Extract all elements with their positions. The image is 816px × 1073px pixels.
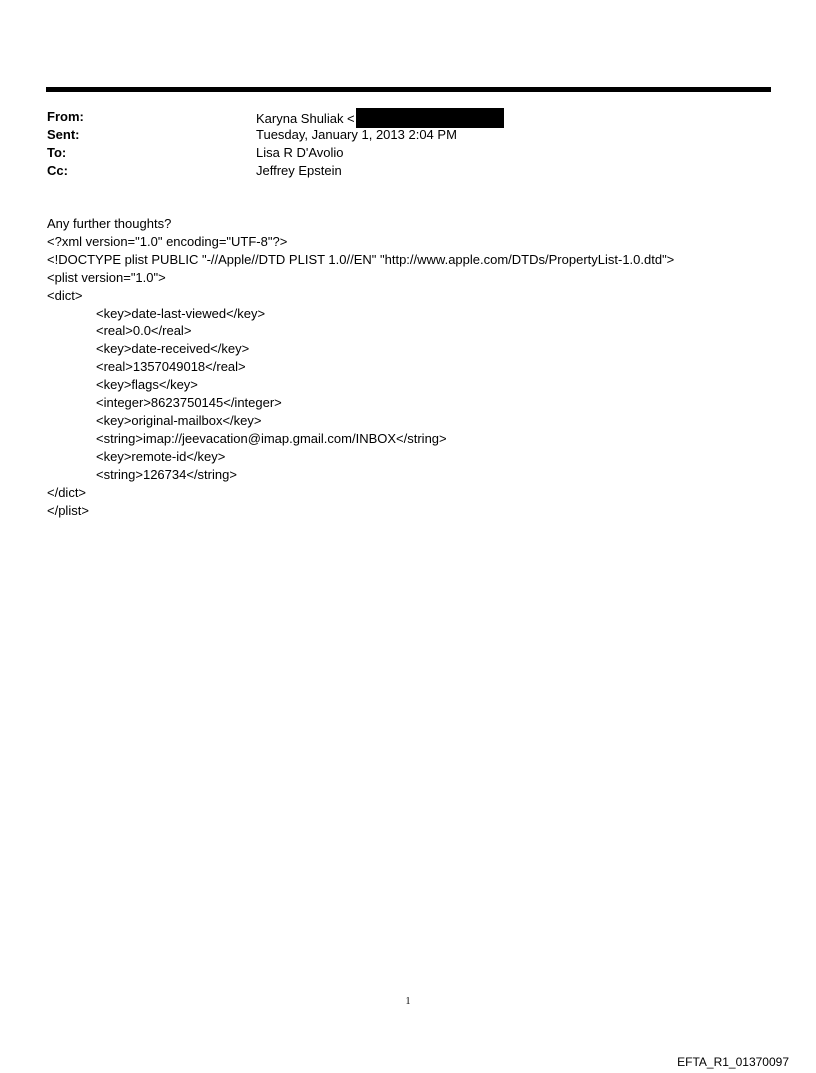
- body-line: <key>date-last-viewed</key>: [96, 305, 266, 321]
- sent-value: Tuesday, January 1, 2013 2:04 PM: [256, 127, 457, 142]
- header-rule: [46, 87, 771, 92]
- cc-row: [47, 162, 767, 180]
- body-line: <key>original-mailbox</key>: [96, 412, 262, 428]
- body-line: <?xml version="1.0" encoding="UTF-8"?>: [47, 233, 288, 249]
- cc-label: Cc:: [47, 163, 68, 178]
- body-line: <plist version="1.0">: [47, 269, 166, 285]
- body-line: <integer>8623750145</integer>: [96, 395, 282, 411]
- email-body: [47, 215, 767, 519]
- body-line: <key>remote-id</key>: [96, 448, 226, 464]
- body-line: <dict>: [47, 287, 83, 303]
- body-line: <real>0.0</real>: [96, 323, 192, 339]
- body-line: <!DOCTYPE plist PUBLIC "-//Apple//DTD PLIST 1.0//EN" "http://www.apple.com/DTDs/PropertyList-1.0.dtd">: [47, 251, 675, 267]
- sent-row: [47, 126, 767, 144]
- from-sender: Karyna Shuliak <: [256, 111, 355, 126]
- email-header: [47, 108, 767, 180]
- body-line: <string>imap://jeevacation@imap.gmail.com/INBOX</string>: [96, 430, 447, 446]
- body-line: </plist>: [47, 502, 89, 518]
- document-id: EFTA_R1_01370097: [677, 1055, 789, 1069]
- body-line: <key>flags</key>: [96, 377, 198, 393]
- cc-value: Jeffrey Epstein: [256, 163, 342, 178]
- body-line: <string>126734</string>: [96, 466, 237, 482]
- sent-label: Sent:: [47, 127, 80, 142]
- from-row: [47, 108, 767, 126]
- body-line: </dict>: [47, 484, 87, 500]
- body-line: <real>1357049018</real>: [96, 359, 246, 375]
- body-line: <key>date-received</key>: [96, 341, 250, 357]
- from-label: From:: [47, 109, 84, 124]
- from-value: [256, 108, 504, 128]
- body-line: Any further thoughts?: [47, 216, 172, 231]
- to-row: [47, 144, 767, 162]
- page-number: 1: [405, 996, 411, 1007]
- redaction-block: [356, 108, 504, 128]
- to-value: Lisa R D'Avolio: [256, 145, 344, 160]
- to-label: To:: [47, 145, 67, 160]
